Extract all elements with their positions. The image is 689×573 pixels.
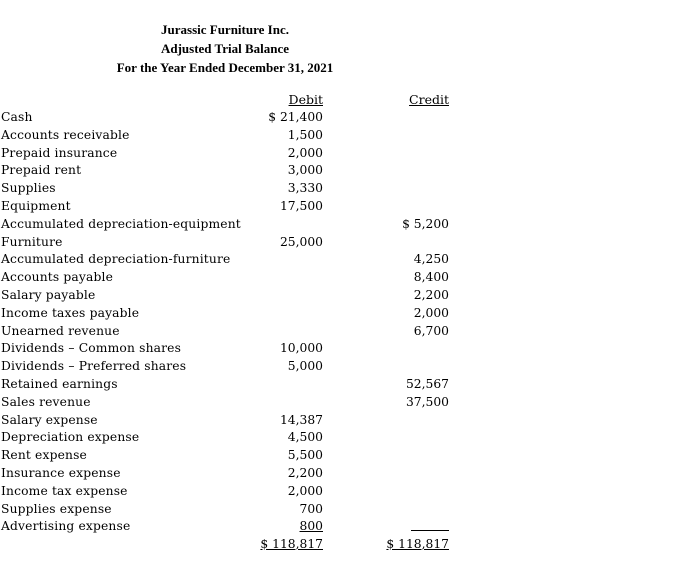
account-name: Advertising expense [1, 519, 131, 534]
account-name: Dividends – Preferred shares [1, 359, 187, 374]
credit-subtotal-rule [411, 530, 449, 531]
table-row [0, 269, 689, 287]
debit-total: $ 118,817 [260, 537, 323, 552]
credit-total: $ 118,817 [386, 537, 449, 552]
account-name: Accounts payable [1, 270, 114, 285]
account-name: Retained earnings [1, 376, 118, 391]
account-name: Accumulated depreciation-equipment [1, 216, 241, 231]
debit-amount: 2,000 [287, 145, 323, 160]
table-row [0, 483, 689, 501]
account-name: Accumulated depreciation-furniture [1, 252, 231, 267]
company-name: Jurassic Furniture Inc. [161, 22, 289, 37]
table-row [0, 251, 689, 269]
account-name: Salary expense [1, 412, 98, 427]
table-row [0, 518, 689, 536]
account-name: Prepaid rent [1, 163, 82, 178]
table-row [0, 394, 689, 412]
credit-amount: 37,500 [405, 394, 449, 409]
statement-period: For the Year Ended December 31, 2021 [116, 60, 334, 75]
account-name: Depreciation expense [1, 430, 140, 445]
table-row [0, 287, 689, 305]
statement-header [0, 20, 450, 77]
debit-amount: 5,000 [287, 359, 323, 374]
debit-amount: 5,500 [287, 448, 323, 463]
table-row [0, 180, 689, 198]
credit-column-header: Credit [409, 92, 449, 107]
account-name: Dividends – Common shares [1, 341, 182, 356]
table-row [0, 145, 689, 163]
table-row [0, 305, 689, 323]
debit-amount: 2,200 [287, 465, 323, 480]
account-name: Salary payable [1, 287, 96, 302]
debit-amount: 3,330 [287, 181, 323, 196]
account-name: Sales revenue [1, 394, 91, 409]
credit-amount: 2,200 [413, 287, 449, 302]
table-row [0, 198, 689, 216]
account-name: Accounts receivable [1, 127, 130, 142]
debit-amount: 17,500 [279, 198, 323, 213]
credit-amount: 52,567 [405, 376, 449, 391]
credit-amount: 8,400 [413, 270, 449, 285]
debit-amount: 2,000 [287, 483, 323, 498]
account-name: Cash [1, 110, 33, 124]
debit-amount: 3,000 [287, 163, 323, 178]
debit-amount: 25,000 [279, 234, 323, 249]
table-row [0, 234, 689, 252]
account-name: Supplies [1, 181, 56, 196]
debit-amount: 1,500 [287, 127, 323, 142]
statement-title: Adjusted Trial Balance [160, 41, 290, 56]
debit-amount: 4,500 [287, 430, 323, 445]
trial-balance-table [0, 109, 689, 554]
credit-amount: $ 5,200 [402, 216, 449, 231]
table-row [0, 358, 689, 376]
account-name: Supplies expense [1, 501, 112, 516]
account-name: Insurance expense [1, 465, 121, 480]
table-row [0, 216, 689, 234]
credit-amount: 4,250 [413, 252, 449, 267]
table-row [0, 162, 689, 180]
debit-amount: 700 [299, 501, 323, 516]
debit-amount: 800 [299, 519, 323, 534]
debit-column-header: Debit [288, 92, 323, 107]
account-name: Rent expense [1, 448, 87, 463]
table-row [0, 447, 689, 465]
table-row [0, 501, 689, 519]
account-name: Furniture [1, 234, 63, 249]
account-name: Income tax expense [1, 483, 128, 498]
account-name: Income taxes payable [1, 305, 140, 320]
table-row [0, 429, 689, 447]
table-row [0, 376, 689, 394]
table-row [0, 412, 689, 430]
account-name: Unearned revenue [1, 323, 120, 338]
table-row [0, 465, 689, 483]
table-row [0, 127, 689, 145]
debit-amount: 14,387 [279, 412, 323, 427]
account-name: Equipment [1, 198, 71, 213]
table-row [0, 340, 689, 358]
table-row [0, 109, 689, 127]
credit-amount: 2,000 [413, 305, 449, 320]
account-name: Prepaid insurance [1, 145, 118, 160]
debit-amount: 10,000 [279, 341, 323, 356]
credit-amount: 6,700 [413, 323, 449, 338]
table-row [0, 323, 689, 341]
totals-row [0, 536, 689, 554]
debit-amount: $ 21,400 [268, 110, 323, 124]
